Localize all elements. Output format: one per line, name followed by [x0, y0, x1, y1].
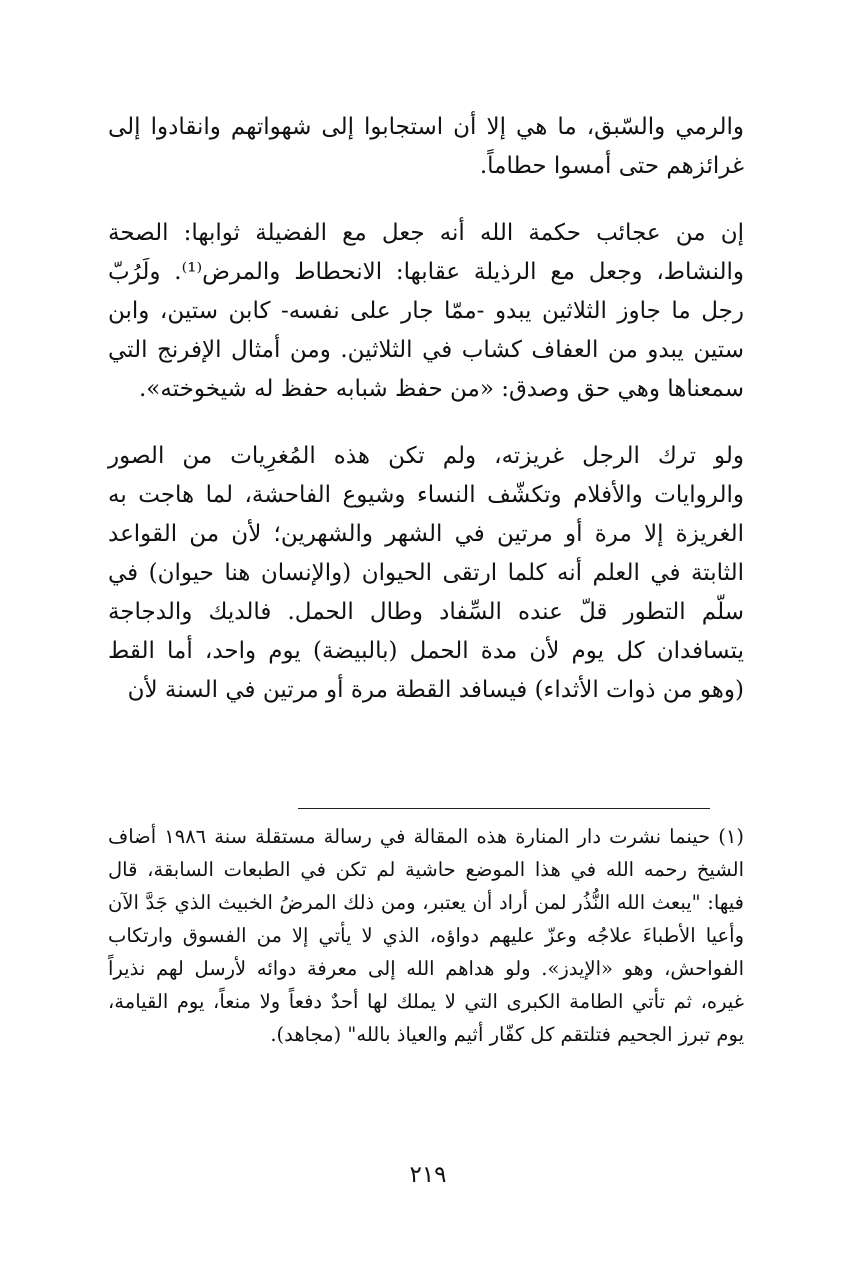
page-number: ٢١٩: [409, 1162, 447, 1188]
footnote-divider: [298, 808, 710, 809]
footnote: (١) حينما نشرت دار المنارة هذه المقالة في رسالة مستقلة سنة ١٩٨٦ أضاف الشيخ رحمه الله في هذا الموضع حاشية لم تكن في الطبعات السابقة، قال فيها: "يبعث الله النُّذُر لمن أراد أن يعتبر، ومن ذلك المرضُ الخبيث الذي جَدَّ الآن وأعيا الأطباءَ علاجُه وعزّ عليهم دواؤه، الذي لا يأتي إلا من الفسوق وارتكاب الفواحش، وهو «الإيدز». ولو هداهم الله إلى معرفة دوائه لأرسل لهم نذيراً غيره، ثم تأتي الطامة الكبرى التي لا يملك لها أحدٌ دفعاً ولا منعاً، يوم القيامة، يوم تبرز الجحيم فتلتقم كل كفّار أثيم والعياذ بالله" (مجاهد).: [108, 825, 744, 1046]
paragraph-2: إن من عجائب حكمة الله أنه جعل مع الفضيلة ثوابها: الصحة والنشاط، وجعل مع الرذيلة عقابها: الانحطاط والمرض⁽¹⁾. ولَرُبّ رجل ما جاوز الثلاثين يبدو -ممّا جار على نفسه- كابن ستين، وابن ستين يبدو من العفاف كشاب في الثلاثين. ومن أمثال الإفرنج التي سمعناها وهي حق وصدق: «من حفظ شبابه حفظ له شيخوخته».: [108, 220, 744, 402]
paragraph-3: ولو ترك الرجل غريزته، ولم تكن هذه المُغرِيات من الصور والروايات والأفلام وتكشّف النساء وشيوع الفاحشة، لما هاجت به الغريزة إلا مرة أو مرتين في الشهر والشهرين؛ لأن من القواعد الثابتة في العلم أنه كلما ارتقى الحيوان (والإنسان هنا حيوان) في سلّم التطور قلّ عنده السِّفاد وطال الحمل. فالديك والدجاجة يتسافدان كل يوم لأن مدة الحمل (بالبيضة) يوم واحد، أما القط (وهو من ذوات الأثداء) فيسافد القطة مرة أو مرتين في السنة لأن: [108, 443, 744, 703]
main-text: [108, 108, 744, 738]
paragraph-1: والرمي والسّبق، ما هي إلا أن استجابوا إلى شهواتهم وانقادوا إلى غرائزهم حتى أمسوا حطاماً.: [108, 114, 744, 179]
